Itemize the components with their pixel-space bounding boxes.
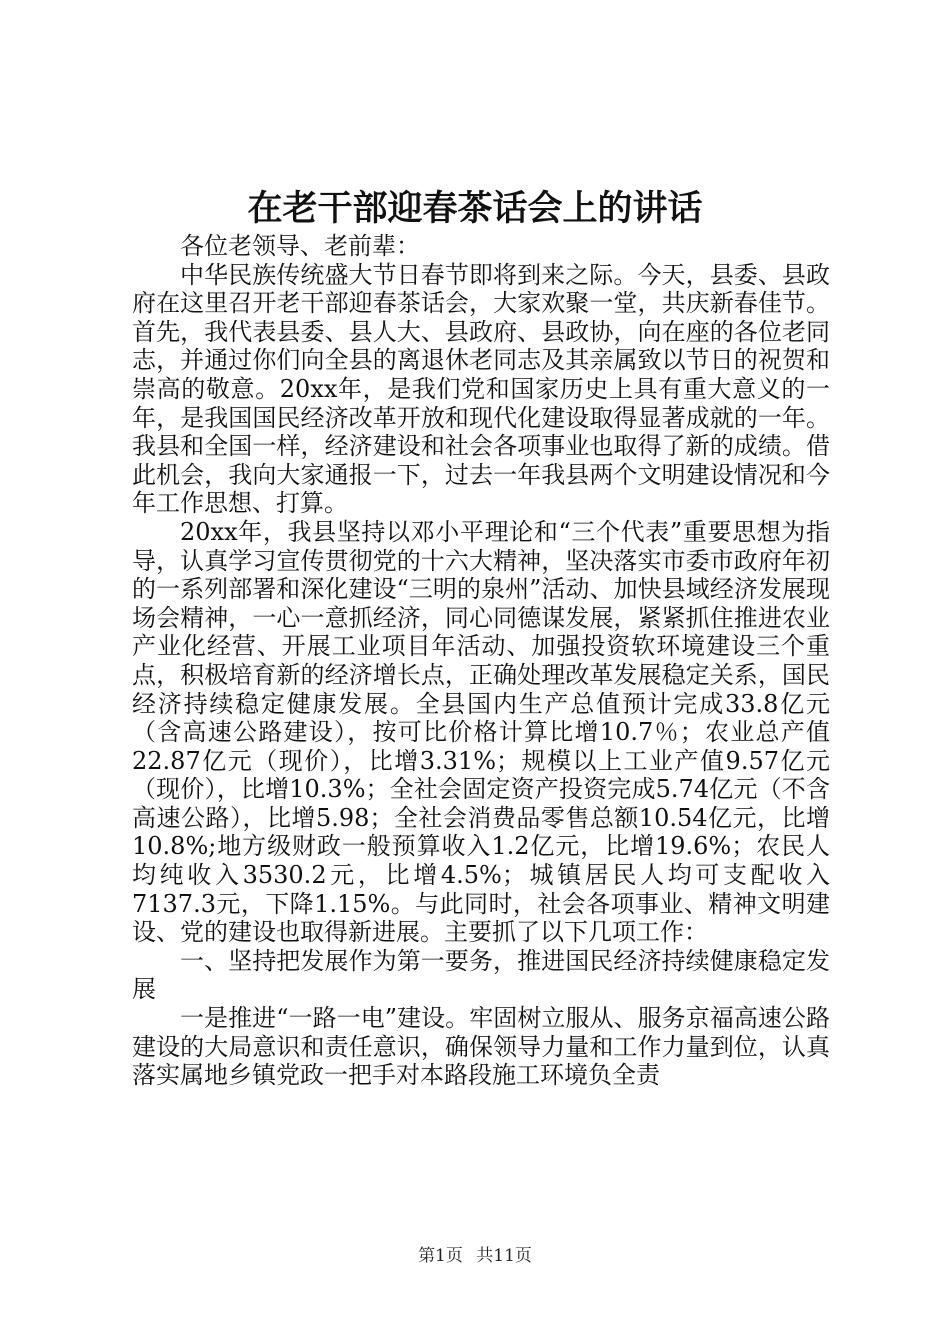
page-number: 第1页 [418,1246,463,1266]
salutation: 各位老领导、老前辈： [180,232,420,260]
section-heading-1: 一、坚持把发展作为第一要务，推进国民经济持续健康稳定发展 [132,946,830,1004]
paragraph-opening: 中华民族传统盛大节日春节即将到来之际。今天，县委、县政府在这里召开老干部迎春茶话会，大家欢聚一堂，共庆新春佳节。首先，我代表县委、县人大、县政府、县政协，向在座的各位老同志，并通过你们向全县的离退休老同志及其亲属致以节日的祝贺和崇高的敬意。20xx年，是我们党和国家历史上具有重大意义的一年，是我国国民经济改革开放和现代化建设取得显著成就的一年。我县和全国一样，经济建设和社会各项事业也取得了新的成绩。借此机会，我向大家通报一下，过去一年我县两个文明建设情况和今年工作思想、打算。 [132,260,830,518]
page-total: 共11页 [476,1246,532,1266]
paragraph-economic-summary: 20xx年，我县坚持以邓小平理论和“三个代表”重要思想为指导，认真学习宣传贯彻党的十六大精神，坚决落实市委市政府年初的一系列部署和深化建设“三明的泉州”活动、加快县域经济发展现场会精神，一心一意抓经济，同心同德谋发展，紧紧抓住推进农业产业化经营、开展工业项目年活动、加强投资软环境建设三个重点，积极培育新的经济增长点，正确处理改革发展稳定关系，国民经济持续稳定健康发展。全县国内生产总值预计完成33.8亿元（含高速公路建设），按可比价格计算比增10.7％；农业总产值22.87亿元（现价），比增3.31%；规模以上工业产值9.57亿元（现价），比增10.3%；全社会固定资产投资完成5.74亿元（不含高速公路），比增5.98；全社会消费品零售总额10.54亿元，比增10.8%;地方级财政一般预算收入1.2亿元，比增19.6%；农民人均纯收入3530.2元，比增4.5%；城镇居民人均可支配收入7137.3元，下降1.15%。与此同时，社会各项事业、精神文明建设、党的建设也取得新进展。主要抓了以下几项工作： [132,517,830,947]
document-body [132,232,830,1090]
page-title: 在老干部迎春茶话会上的讲话 [247,188,703,229]
paragraph-road-power: 一是推进“一路一电”建设。牢固树立服从、服务京福高速公路建设的大局意识和责任意识，确保领导力量和工作力量到位，认真落实属地乡镇党政一把手对本路段施工环境负全责 [132,1004,830,1090]
page-footer [0,1244,950,1268]
